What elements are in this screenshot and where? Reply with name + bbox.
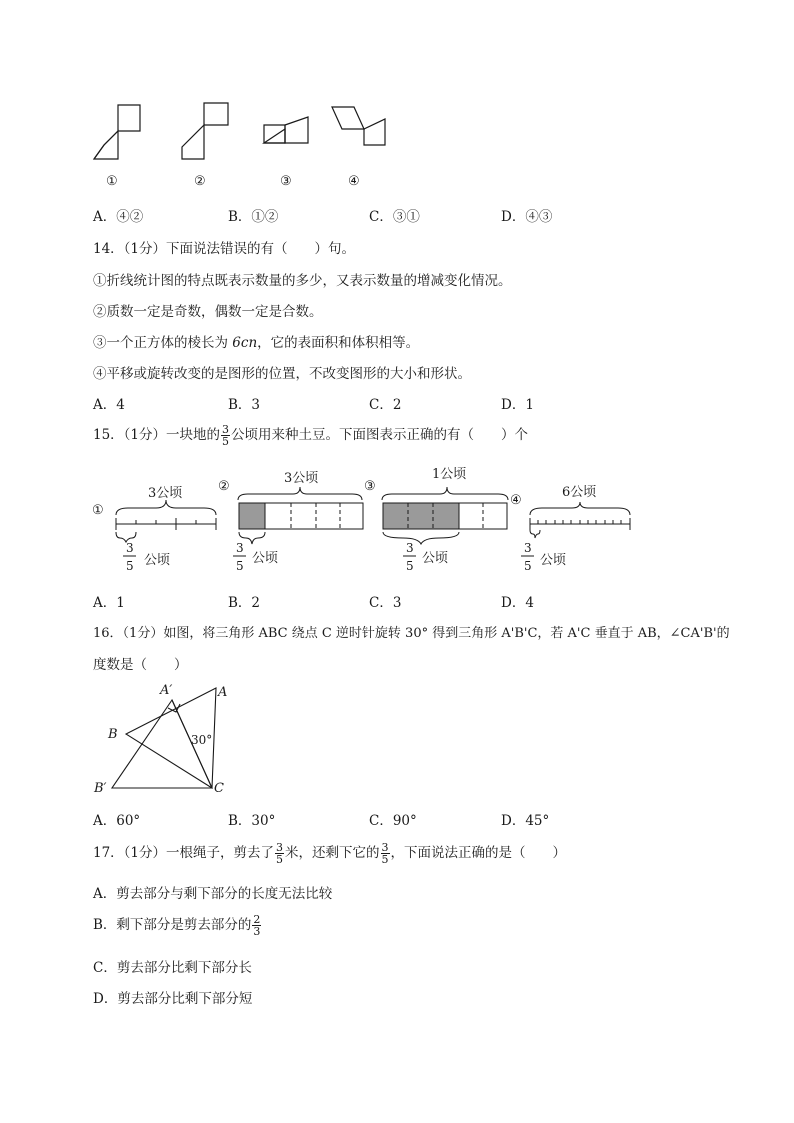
q17-optb-den: 3 <box>253 925 261 938</box>
q14-statement-4: ④平移或旋转改变的是图形的位置，不改变图形的大小和形状。 <box>93 366 471 382</box>
q14-statement-1: ①折线统计图的特点既表示数量的多少，又表示数量的增减变化情况。 <box>93 273 512 289</box>
q17-f2-num: 3 <box>381 841 389 854</box>
q15-option-b[interactable]: B．2 <box>228 595 261 611</box>
q16-triangle-figure <box>88 678 248 800</box>
q17-stem <box>93 841 566 865</box>
q15-top-label-1: 3公顷 <box>148 486 183 501</box>
q13-figure-4 <box>332 107 385 145</box>
q15-frac3-den: 5 <box>406 559 414 573</box>
q16-label-a: A <box>218 685 228 700</box>
q14-statement-2: ②质数一定是奇数，偶数一定是合数。 <box>93 304 323 320</box>
q17-option-c[interactable]: C．剪去部分比剩下部分长 <box>93 960 252 976</box>
q15-top-label-3: 1公顷 <box>432 467 467 482</box>
q13-figure-2 <box>182 103 228 159</box>
q16-label-b: B <box>108 727 118 742</box>
q16-option-c[interactable]: C．90° <box>369 813 417 829</box>
q16-label-b-prime: B′ <box>94 781 107 796</box>
q17-f1-den: 5 <box>276 853 284 866</box>
q15-bottom-frac-1 <box>123 541 170 573</box>
q15-fig-label-2: ② <box>218 479 230 494</box>
q17-fraction-2 <box>381 842 390 865</box>
q14-s3-before: ③一个正方体的棱长为 <box>93 335 233 351</box>
q15-frac2-num: 3 <box>236 541 244 555</box>
q15-option-d[interactable]: D．4 <box>501 595 534 611</box>
q15-frac4-num: 3 <box>524 541 532 555</box>
q13-figure-3 <box>264 117 308 143</box>
q15-frac4-den: 5 <box>524 559 532 573</box>
q16-option-b[interactable]: B．30° <box>228 813 276 829</box>
q16-option-d[interactable]: D．45° <box>501 813 550 829</box>
q15-frac1-num: 3 <box>126 541 134 555</box>
q15-frac1-den: 5 <box>126 559 134 573</box>
q13-fig-label-4: ④ <box>348 174 360 189</box>
q15-fig-label-3: ③ <box>364 479 376 494</box>
q15-diagram-4 <box>530 502 630 538</box>
q15-frac1-unit: 公顷 <box>144 553 171 568</box>
q13-option-b[interactable]: B．①② <box>228 209 279 225</box>
q13-option-c[interactable]: C．③① <box>369 209 420 225</box>
q17-optb-num: 2 <box>253 913 261 926</box>
q13-option-a[interactable]: A．④② <box>93 209 144 225</box>
q15-fraction-num: 3 <box>222 423 230 436</box>
q16-label-c: C <box>214 781 224 796</box>
q15-top-label-4: 6公顷 <box>562 485 597 500</box>
q15-stem-before: 15．（1分）一块地的 <box>93 427 221 443</box>
q16-option-a[interactable]: A．60° <box>93 813 141 829</box>
q15-stem-after: 公顷用来种土豆。下面图表示正确的有（ ）个 <box>231 427 529 443</box>
q15-top-label-2: 3公顷 <box>284 471 319 486</box>
q17-f1-num: 3 <box>276 841 284 854</box>
q16-stem-line1: 16．（1分）如图，将三角形 ABC 绕点 C 逆时针旋转 30° 得到三角形 A'B'C，若 A'C 垂直于 AB，∠CA'B'的 <box>93 626 730 641</box>
q17-stem-part1: 17．（1分）一根绳子，剪去了 <box>93 845 275 861</box>
q15-fraction-den: 5 <box>222 435 230 448</box>
q13-fig-label-2: ② <box>194 174 206 189</box>
q15-diagram-1 <box>116 500 216 542</box>
q14-s3-after: ，它的表面积和体积相等。 <box>257 335 420 351</box>
q17-option-b[interactable] <box>93 913 262 937</box>
q15-bottom-frac-3 <box>403 541 448 573</box>
q14-option-b[interactable]: B．3 <box>228 397 261 413</box>
q17-f2-den: 5 <box>381 853 389 866</box>
q14-option-c[interactable]: C．2 <box>369 397 402 413</box>
q15-frac2-unit: 公顷 <box>252 551 279 566</box>
q15-diagrams <box>88 460 648 585</box>
q13-fig-label-3: ③ <box>280 174 292 189</box>
q15-fig-label-4: ④ <box>510 493 522 508</box>
q17-stem-part2: 米，还剩下它的 <box>285 845 380 861</box>
q13-fig-label-1: ① <box>106 174 118 189</box>
q17-option-b-fraction <box>252 914 261 937</box>
q15-fraction <box>221 424 230 447</box>
q16-angle-label: 30° <box>191 733 213 747</box>
q13-figures <box>80 95 420 195</box>
q15-frac2-den: 5 <box>236 559 244 573</box>
q15-fig-label-1: ① <box>92 503 104 518</box>
q14-option-a[interactable]: A．4 <box>93 397 125 413</box>
q15-frac3-num: 3 <box>406 541 414 555</box>
q14-stem: 14．（1分）下面说法错误的有（ ）句。 <box>93 241 356 257</box>
q13-figure-1 <box>94 105 140 159</box>
q15-option-c[interactable]: C．3 <box>369 595 402 611</box>
q17-option-d[interactable]: D．剪去部分比剩下部分短 <box>93 991 253 1007</box>
q15-bottom-frac-4 <box>521 541 566 573</box>
q17-option-b-text: B．剩下部分是剪去部分的 <box>93 917 252 933</box>
q15-stem <box>93 423 528 447</box>
q17-option-a[interactable]: A．剪去部分与剩下部分的长度无法比较 <box>93 886 333 902</box>
q17-stem-part3: ，下面说法正确的是（ ） <box>390 845 567 861</box>
q14-option-d[interactable]: D．1 <box>501 397 534 413</box>
q14-s3-edge: 6cn <box>232 335 258 351</box>
q15-diagram-2 <box>238 487 363 544</box>
q15-frac3-unit: 公顷 <box>422 551 449 566</box>
q13-option-d[interactable]: D．④③ <box>501 209 553 225</box>
q15-bottom-frac-2 <box>233 541 278 573</box>
q15-option-a[interactable]: A．1 <box>93 595 125 611</box>
q17-fraction-1 <box>275 842 284 865</box>
q16-label-a-prime: A′ <box>160 683 173 698</box>
q15-frac4-unit: 公顷 <box>540 553 567 568</box>
q15-diagram-3 <box>382 487 508 544</box>
q14-statement-3 <box>93 331 419 351</box>
q16-stem-line2: 度数是（ ） <box>93 657 188 673</box>
